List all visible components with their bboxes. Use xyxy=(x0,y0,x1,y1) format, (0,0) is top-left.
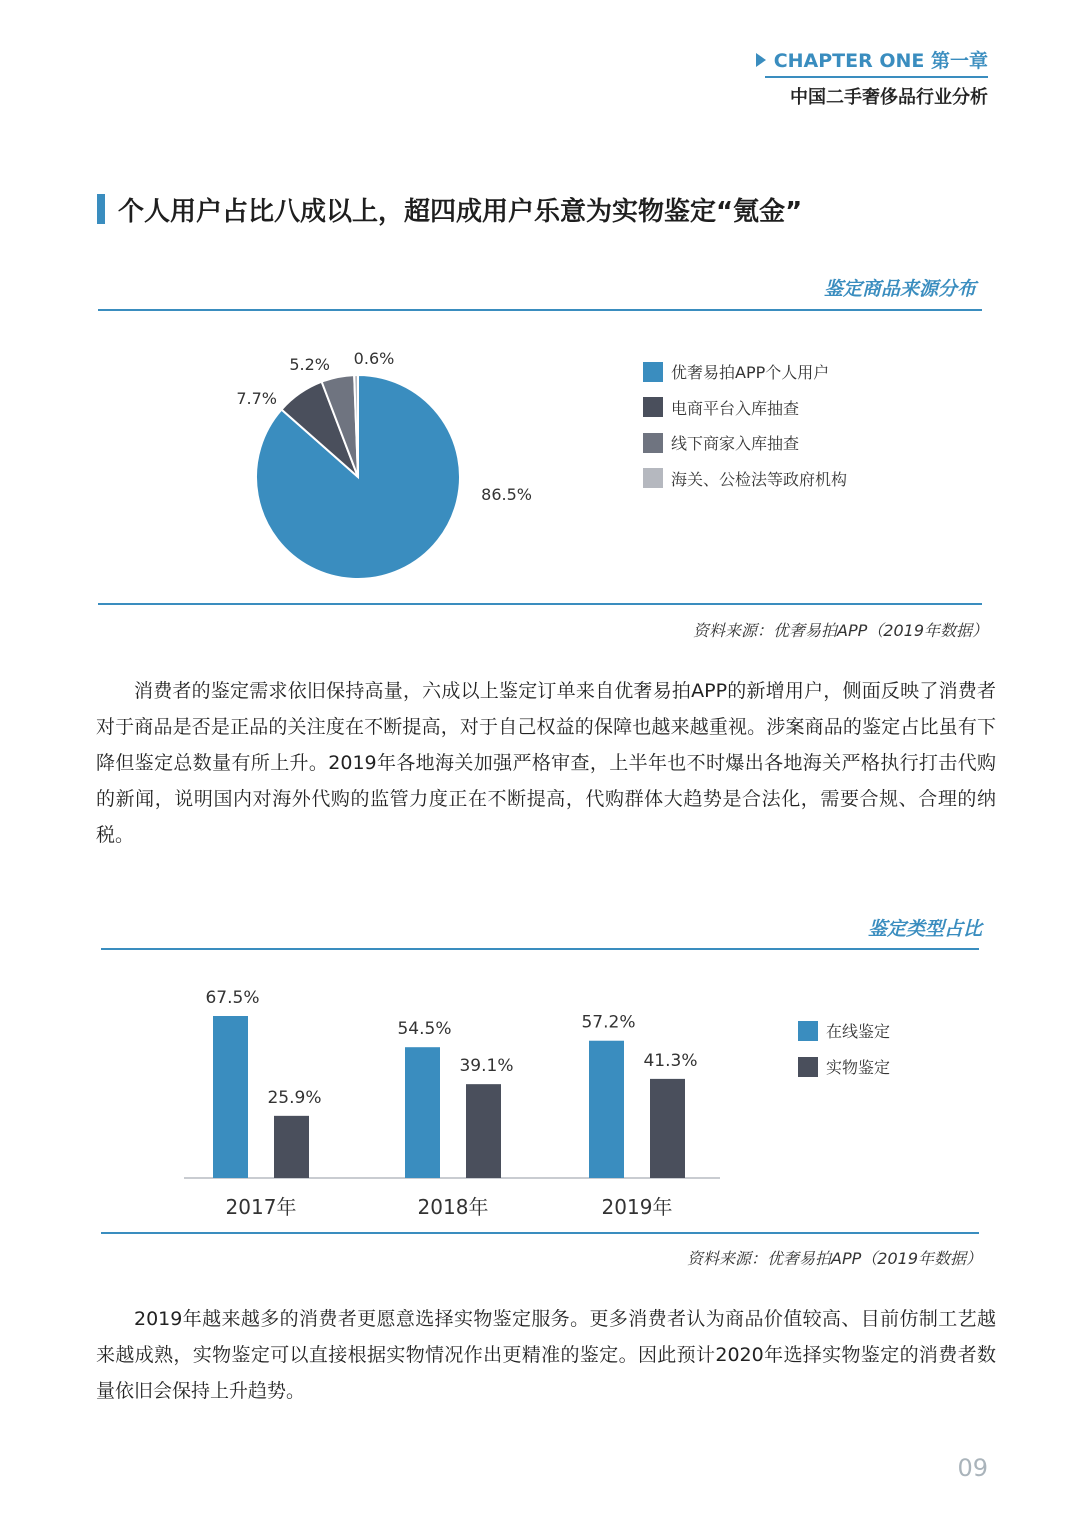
legend-label: 在线鉴定 xyxy=(826,1022,891,1041)
pie-top-rule xyxy=(98,309,982,311)
bar xyxy=(213,1016,248,1178)
pie-value-label: 7.7% xyxy=(236,389,277,408)
bar-legend-item xyxy=(798,1019,890,1042)
pie-legend-item xyxy=(643,360,829,383)
pie-legend-item xyxy=(643,431,799,454)
paragraph-1: 消费者的鉴定需求依旧保持高量，六成以上鉴定订单来自优奢易拍APP的新增用户，侧面反映了消费者对于商品是否是正品的关注度在不断提高，对于自己权益的保障也越来越重视。涉案商品的鉴定占比虽有下降但鉴定总数量有所上升。2019年各地海关加强严格审查，上半年也不时爆出各地海关严格执行打击代购的新闻，说明国内对海外代购的监管力度正在不断提高，代购群体大趋势是合法化，需要合规、合理的纳税。 xyxy=(96,680,996,846)
bar-value-label: 39.1% xyxy=(459,1056,514,1077)
page-number: 09 xyxy=(957,1454,988,1482)
triangle-icon xyxy=(756,53,766,67)
bar-top-rule xyxy=(101,948,979,950)
bar xyxy=(650,1079,685,1178)
legend-label: 海关、公检法等政府机构 xyxy=(671,469,848,489)
bar-value-label: 57.2% xyxy=(581,1012,636,1033)
bar-value-label: 67.5% xyxy=(205,988,260,1008)
paragraph-2: 2019年越来越多的消费者更愿意选择实物鉴定服务。更多消费者认为商品价值较高、目前仿制工艺越来越成熟，实物鉴定可以直接根据实物情况作出更精准的鉴定。因此预计2020年选择实物鉴定的消费者数量依旧会保持上升趋势。 xyxy=(96,1308,996,1402)
bar-source: 资料来源：优奢易拍APP（2019年数据） xyxy=(687,1249,982,1268)
bar xyxy=(405,1047,440,1178)
bar-chart-title: 鉴定类型占比 xyxy=(867,918,982,940)
pie-bottom-rule xyxy=(98,603,982,605)
chapter-label xyxy=(756,46,988,73)
legend-label: 优奢易拍APP个人用户 xyxy=(671,363,830,382)
pie-value-label: 0.6% xyxy=(353,349,395,368)
bar xyxy=(466,1084,501,1178)
bar xyxy=(274,1116,309,1178)
legend-swatch xyxy=(643,362,663,382)
legend-label: 电商平台入库抽查 xyxy=(671,398,800,418)
legend-label: 线下商家入库抽查 xyxy=(671,434,800,453)
x-tick-label: 2019年 xyxy=(601,1195,673,1219)
legend-swatch xyxy=(643,468,663,488)
bar-chart xyxy=(180,980,740,1220)
legend-swatch xyxy=(643,433,663,453)
pie-legend-item xyxy=(643,396,799,419)
pie-value-label: 5.2% xyxy=(289,355,330,374)
legend-swatch xyxy=(798,1057,818,1077)
chapter-rule xyxy=(765,76,988,78)
section-marker xyxy=(97,194,105,224)
bar-value-label: 41.3% xyxy=(643,1050,698,1071)
bar-legend-item xyxy=(798,1055,890,1078)
chapter-text: CHAPTER ONE 第一章 xyxy=(773,50,988,72)
bar xyxy=(589,1041,624,1178)
chapter-subtitle: 中国二手奢侈品行业分析 xyxy=(790,87,988,108)
pie-chart-title: 鉴定商品来源分布 xyxy=(823,278,976,300)
pie-legend-item xyxy=(643,467,847,490)
x-tick-label: 2017年 xyxy=(225,1195,297,1219)
legend-swatch xyxy=(798,1021,818,1041)
pie-chart xyxy=(220,330,660,610)
section-title: 个人用户占比八成以上，超四成用户乐意为实物鉴定“氪金” xyxy=(118,197,803,227)
bar-bottom-rule xyxy=(101,1232,979,1234)
bar-value-label: 25.9% xyxy=(267,1087,322,1108)
pie-source: 资料来源：优奢易拍APP（2019年数据） xyxy=(693,621,988,640)
legend-swatch xyxy=(643,397,663,417)
legend-label: 实物鉴定 xyxy=(826,1058,891,1077)
x-tick-label: 2018年 xyxy=(417,1195,489,1219)
pie-value-label: 86.5% xyxy=(481,485,532,504)
bar-value-label: 54.5% xyxy=(397,1019,452,1040)
